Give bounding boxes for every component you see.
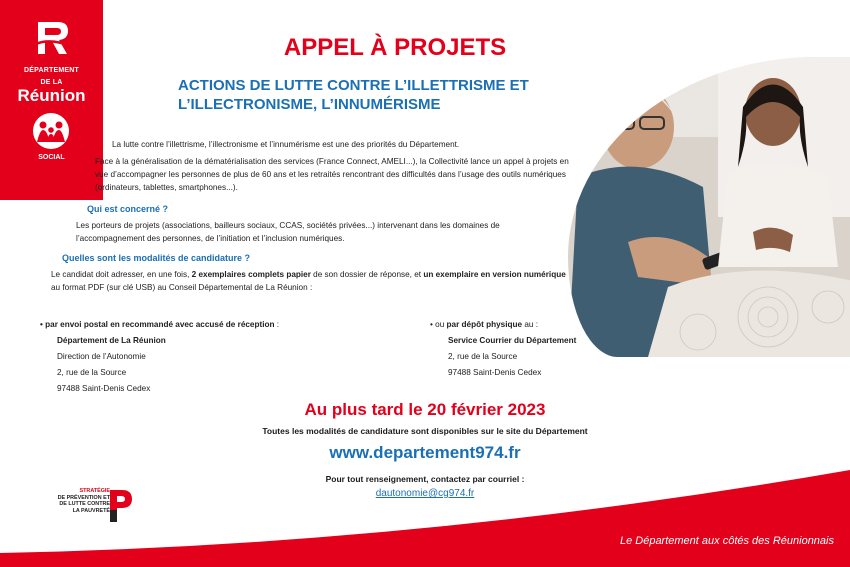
modalities-note: Toutes les modalités de candidature sont disponibles sur le site du Département bbox=[262, 426, 588, 436]
postal-lead-suffix: : bbox=[274, 320, 280, 329]
postal-lead: • par envoi postal en recommandé avec accusé de réception bbox=[40, 320, 275, 329]
deposit-lead-c: au : bbox=[522, 320, 538, 329]
strategy-line1: STRATÉGIE bbox=[79, 488, 110, 494]
intro-paragraph-1: La lutte contre l’illettrisme, l’illectronisme et l’innumérisme est une des priorités du Département. bbox=[112, 140, 460, 149]
deposit-address-block bbox=[430, 317, 576, 381]
deposit-lead-a: • ou bbox=[430, 320, 447, 329]
deposit-line2: 97488 Saint-Denis Cedex bbox=[448, 368, 542, 377]
logo-dept-line2: DE LA bbox=[40, 79, 63, 86]
deadline: Au plus tard le 20 février 2023 bbox=[304, 400, 546, 419]
contact-note: Pour tout renseignement, contactez par courriel : bbox=[325, 474, 525, 484]
social-label: SOCIAL bbox=[38, 154, 65, 161]
logo-reunion: Réunion bbox=[17, 86, 86, 105]
postal-line3: 97488 Saint-Denis Cedex bbox=[57, 384, 151, 393]
section-who-text: Les porteurs de projets (associations, bailleurs sociaux, CCAS, sociétés privées...) intervenant dans les domaines de l’accompagnement des personnes, de l’initiation et l’inclusion numériques. bbox=[76, 221, 500, 243]
postal-line2: 2, rue de la Source bbox=[57, 368, 127, 377]
section-who-heading: Qui est concerné ? bbox=[87, 204, 169, 214]
postal-line1: Direction de l’Autonomie bbox=[57, 352, 146, 361]
intro-paragraph-2: Face à la généralisation de la dématérialisation des services (France Connect, AMELI...), la Collectivité lance un appel à projets en vue d’accompagner les personnes de plus de 60 ans et les retraités rencontrant des difficultés dans l’usage des outils numériques (ordinateurs, tablettes, smartphones...). bbox=[95, 157, 569, 192]
deposit-lead-b: par dépôt physique bbox=[446, 320, 523, 329]
subtitle-line2: L’ILLECTRONISME, L’INNUMÉRISME bbox=[178, 96, 441, 113]
deposit-line1: 2, rue de la Source bbox=[448, 352, 518, 361]
email-link[interactable]: dautonomie@cg974.fr bbox=[375, 488, 475, 499]
subtitle-line1: ACTIONS DE LUTTE CONTRE L’ILLETTRISME ET bbox=[178, 77, 529, 94]
website-link[interactable]: www.departement974.fr bbox=[329, 443, 521, 462]
strategy-logo bbox=[36, 488, 136, 528]
postal-recipient: Département de La Réunion bbox=[57, 336, 166, 345]
deposit-recipient: Service Courrier du Département bbox=[448, 336, 577, 345]
terms-text-a: Le candidat doit adresser, en une fois, bbox=[51, 270, 192, 279]
p-logo-icon bbox=[108, 488, 134, 524]
slogan: Le Département aux côtés des Réunionnais bbox=[619, 535, 834, 547]
terms-text-e: au format PDF (sur clé USB) au Conseil Départemental de La Réunion : bbox=[51, 283, 313, 292]
strategy-text bbox=[58, 488, 110, 514]
logo-dept-line1: DÉPARTEMENT bbox=[24, 67, 79, 74]
terms-text-c: de son dossier de réponse, et bbox=[310, 270, 424, 279]
strategy-line4: LA PAUVRETÉ bbox=[72, 507, 110, 514]
page-title: APPEL À PROJETS bbox=[283, 34, 507, 61]
terms-text-d: un exemplaire en version numérique bbox=[423, 270, 566, 279]
strategy-line3: DE LUTTE CONTRE bbox=[59, 501, 110, 507]
section-terms-heading: Quelles sont les modalités de candidature ? bbox=[62, 253, 251, 263]
page-subtitle bbox=[178, 76, 598, 114]
postal-address-block bbox=[40, 317, 279, 397]
strategy-line2: DE PRÉVENTION ET bbox=[57, 494, 110, 501]
section-terms-text bbox=[51, 268, 571, 294]
terms-text-b: 2 exemplaires complets papier bbox=[191, 270, 311, 279]
